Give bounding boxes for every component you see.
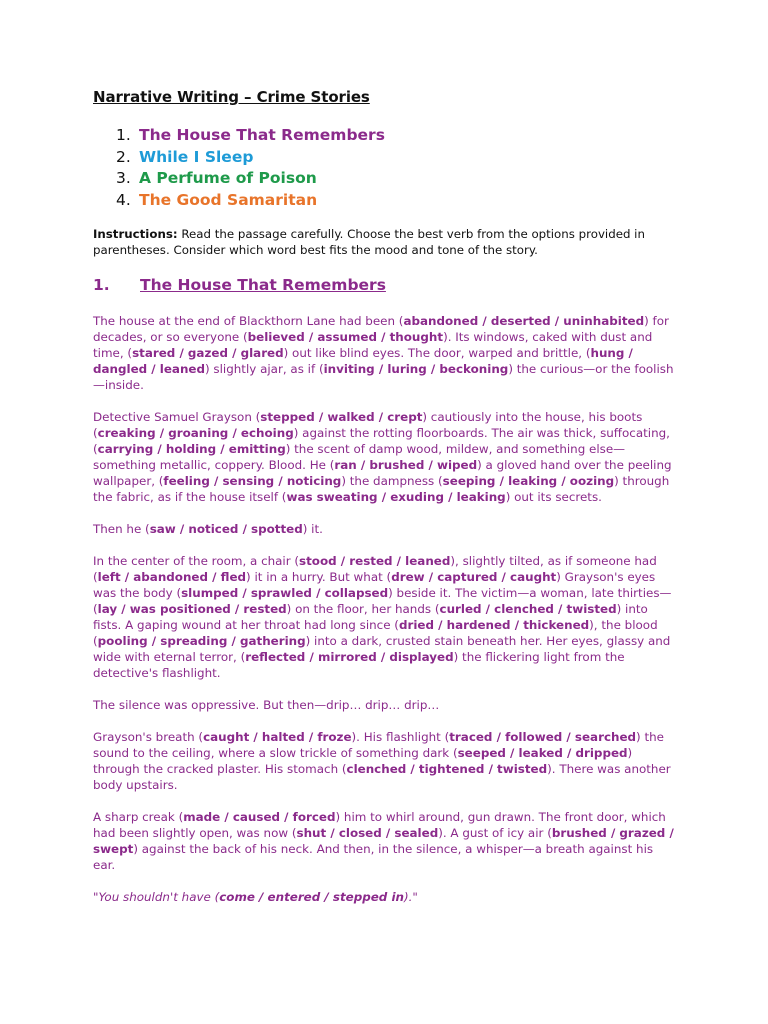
- verb-options: reflected / mirrored / displayed: [245, 650, 454, 664]
- verb-options: seeping / leaking / oozing: [442, 474, 615, 488]
- passage-text: A sharp creak (: [93, 810, 184, 824]
- story-paragraph: [93, 409, 677, 505]
- passage-text: In the center of the room, a chair (: [93, 554, 300, 568]
- passage-text: ) through the fabric, as if the house itself (: [93, 474, 670, 504]
- passage-text: ) through the cracked plaster. His stomach (: [93, 746, 633, 776]
- story-title-3: A Perfume of Poison: [139, 169, 317, 187]
- story-paragraph: [93, 521, 677, 537]
- story-list-item: [116, 147, 385, 169]
- verb-options: drew / captured / caught: [391, 570, 557, 584]
- story-list-item: [116, 125, 385, 147]
- passage-text: ), the blood (: [93, 618, 658, 648]
- passage-text: ) the sound to the ceiling, where a slow trickle of something dark (: [93, 730, 664, 760]
- verb-options: inviting / luring / beckoning: [323, 362, 509, 376]
- passage-text: Then he (: [93, 522, 150, 536]
- verb-options: pooling / spreading / gathering: [97, 634, 306, 648]
- verb-options: lay / was positioned / rested: [97, 602, 287, 616]
- passage-text: ). Its windows, caked with dust and time, (: [93, 330, 653, 360]
- story-paragraph: [93, 697, 677, 713]
- story-number: 3.: [116, 169, 131, 187]
- story-list-item: [116, 190, 385, 212]
- verb-options: stood / rested / leaned: [299, 554, 451, 568]
- verb-options: carrying / holding / emitting: [97, 442, 286, 456]
- verb-options: traced / followed / searched: [449, 730, 637, 744]
- instructions: [93, 226, 673, 258]
- passage-text: ) the flickering light from the detective's flashlight.: [93, 650, 625, 680]
- verb-options: abandoned / deserted / uninhabited: [403, 314, 645, 328]
- story-paragraph: [93, 729, 677, 793]
- passage-text: ) out its secrets.: [505, 490, 602, 504]
- verb-options: come / entered / stepped in: [219, 890, 404, 904]
- verb-options: was sweating / exuding / leaking: [286, 490, 506, 504]
- passage-text: ) cautiously into the house, his boots (: [93, 410, 643, 440]
- verb-options: clenched / tightened / twisted: [346, 762, 548, 776]
- instructions-label: Instructions:: [93, 227, 178, 241]
- verb-options: made / caused / forced: [183, 810, 336, 824]
- passage-text: ) a gloved hand over the peeling wallpaper, (: [93, 458, 672, 488]
- verb-options: curled / clenched / twisted: [439, 602, 617, 616]
- verb-options: feeling / sensing / noticing: [163, 474, 342, 488]
- story-list-item: [116, 168, 385, 190]
- passage-text: ) against the rotting floorboards. The air was thick, suffocating, (: [93, 426, 670, 456]
- passage-text: ) against the back of his neck. And then, in the silence, a whisper—a breath against his ear.: [93, 842, 654, 872]
- section-number: 1.: [93, 276, 110, 294]
- verb-options: saw / noticed / spotted: [149, 522, 303, 536]
- section-heading: [93, 276, 386, 294]
- passage-text: ) it in a hurry. But what (: [246, 570, 392, 584]
- document-title: Narrative Writing – Crime Stories: [93, 88, 370, 106]
- passage-text: ) beside it. The victim—a woman, late thirties—(: [93, 586, 672, 616]
- passage-text: ) him to whirl around, gun drawn. The front door, which had been slightly open, was now (: [93, 810, 666, 840]
- story-paragraph: [93, 313, 677, 393]
- passage-text: ) on the floor, her hands (: [286, 602, 440, 616]
- story-text: [93, 313, 677, 921]
- passage-text: ) into fists. A gaping wound at her throat had long since (: [93, 602, 648, 632]
- verb-options: hung / dangled / leaned: [93, 346, 633, 376]
- verb-options: shut / closed / sealed: [296, 826, 439, 840]
- section-title: The House That Remembers: [140, 276, 386, 294]
- passage-text: ). There was another body upstairs.: [93, 762, 671, 792]
- passage-text: ) Grayson's eyes was the body (: [93, 570, 656, 600]
- story-title-4: The Good Samaritan: [139, 190, 318, 209]
- verb-options: seeped / leaked / dripped: [457, 746, 628, 760]
- verb-options: ran / brushed / wiped: [334, 458, 478, 472]
- story-number: 1.: [116, 126, 131, 144]
- verb-options: slumped / sprawled / collapsed: [181, 586, 389, 600]
- passage-text: ) for decades, or so everyone (: [93, 314, 669, 344]
- story-title-1: The House That Remembers: [139, 126, 385, 144]
- verb-options: creaking / groaning / echoing: [97, 426, 294, 440]
- passage-text: ). A gust of icy air (: [438, 826, 552, 840]
- instructions-text: Read the passage carefully. Choose the best verb from the options provided in parentheses. Consider which word best fits the mood and tone of the story.: [93, 227, 645, 257]
- passage-text: Grayson's breath (: [93, 730, 204, 744]
- story-paragraph: [93, 553, 677, 681]
- story-list: [116, 125, 385, 211]
- passage-text: "You shouldn't have (: [93, 890, 220, 904]
- story-paragraph: [93, 809, 677, 873]
- passage-text: Detective Samuel Grayson (: [93, 410, 261, 424]
- passage-text: ) the dampness (: [341, 474, 443, 488]
- passage-text: ) it.: [302, 522, 323, 536]
- passage-text: The house at the end of Blackthorn Lane had been (: [93, 314, 404, 328]
- verb-options: believed / assumed / thought: [247, 330, 444, 344]
- verb-options: stared / gazed / glared: [132, 346, 284, 360]
- passage-text: ), slightly tilted, as if someone had (: [93, 554, 657, 584]
- story-number: 2.: [116, 147, 131, 166]
- story-paragraph: [93, 889, 677, 905]
- verb-options: brushed / grazed / swept: [93, 826, 674, 856]
- verb-options: caught / halted / froze: [203, 730, 352, 744]
- story-number: 4.: [116, 190, 131, 209]
- passage-text: ) into a dark, crusted stain beneath her. Her eyes, glassy and wide with eternal terror, (: [93, 634, 671, 664]
- passage-text: ) the curious—or the foolish—inside.: [93, 362, 674, 392]
- passage-text: ) the scent of damp wood, mildew, and something else—something metallic, coppery. Blood. He (: [93, 442, 626, 472]
- passage-text: The silence was oppressive. But then—drip… drip… drip…: [93, 698, 440, 712]
- verb-options: stepped / walked / crept: [260, 410, 423, 424]
- passage-text: ).": [404, 890, 418, 904]
- passage-text: ). His flashlight (: [351, 730, 450, 744]
- story-title-2: While I Sleep: [139, 147, 254, 166]
- passage-text: ) out like blind eyes. The door, warped and brittle, (: [283, 346, 591, 360]
- verb-options: left / abandoned / fled: [97, 570, 247, 584]
- verb-options: dried / hardened / thickened: [398, 618, 590, 632]
- passage-text: ) slightly ajar, as if (: [205, 362, 324, 376]
